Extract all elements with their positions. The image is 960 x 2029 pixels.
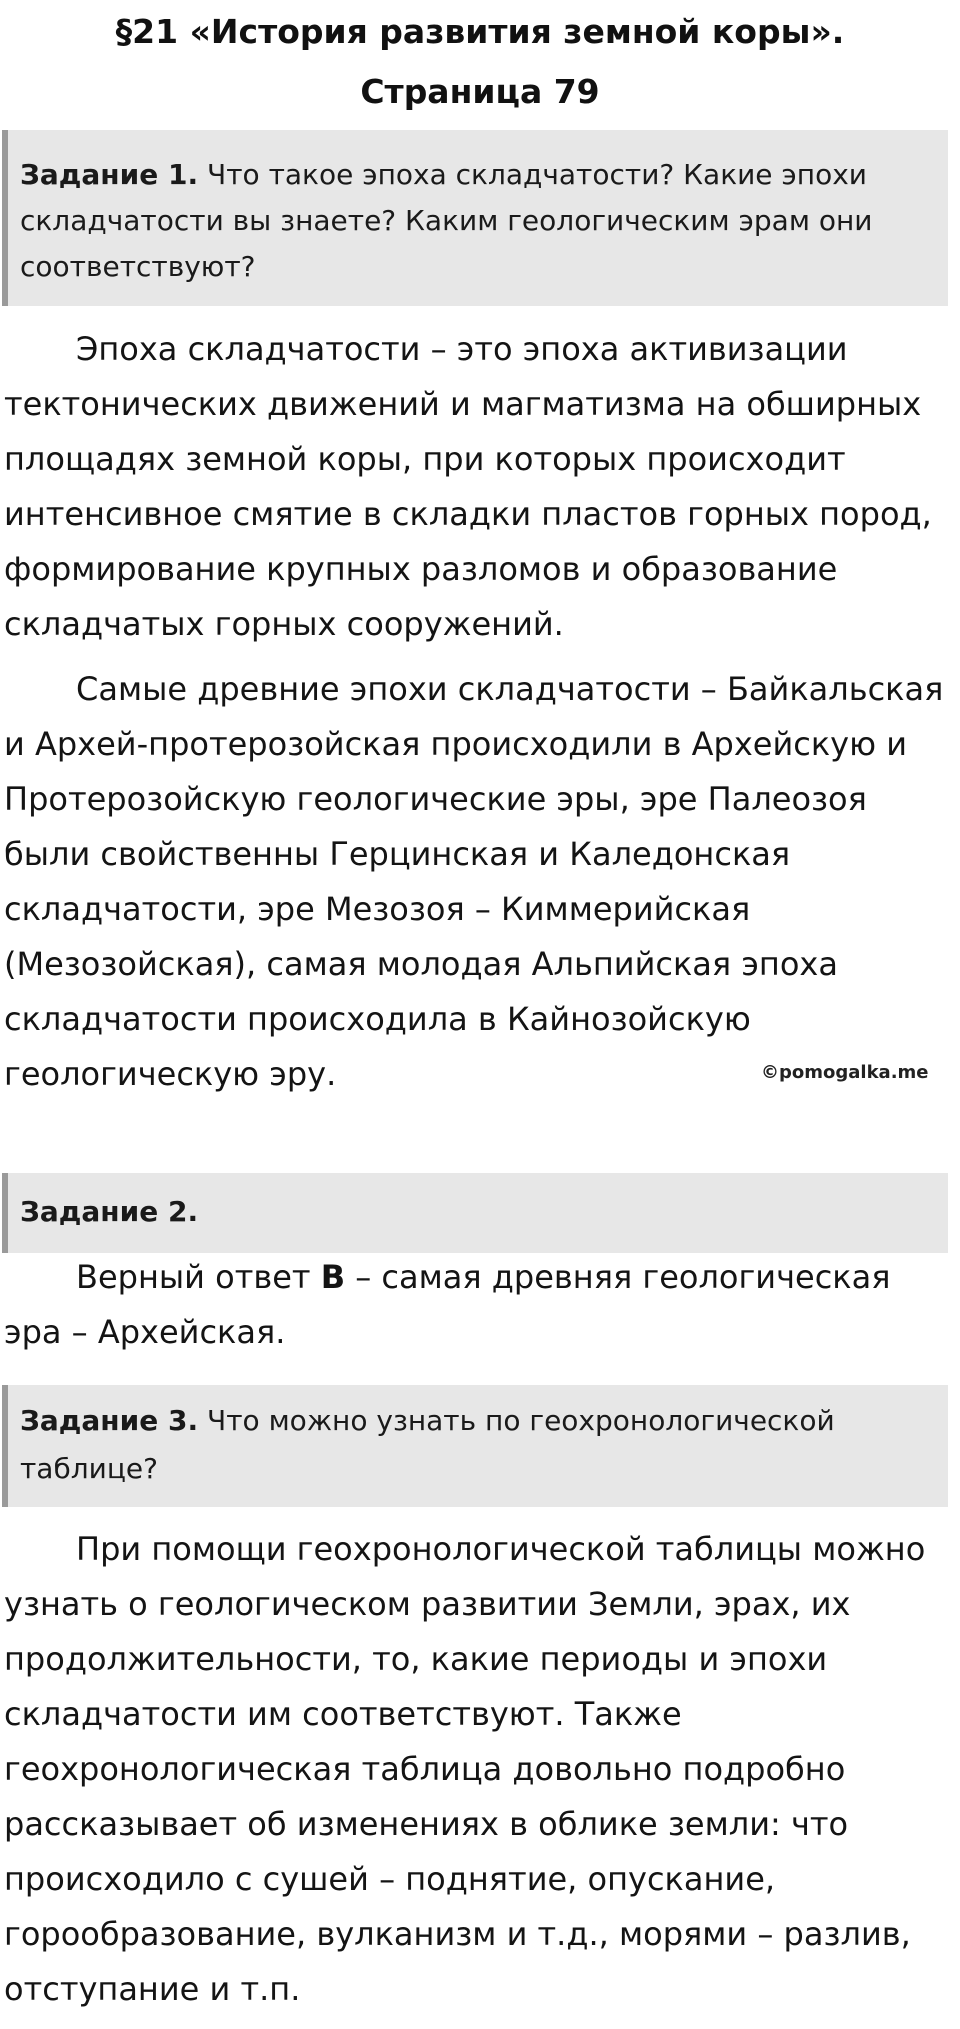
task-3-label: Задание 3. [20, 1404, 199, 1437]
answer-2-paragraph [0, 1250, 960, 1360]
page-number: Страница 79 [360, 72, 600, 111]
answer-2-suffix: – самая древняя геологическая эра – Архейская. [4, 1258, 891, 1351]
task-1-box [2, 130, 948, 306]
task-3-question: Что можно узнать по геохронологической таблице? [20, 1404, 835, 1485]
task-2-box [2, 1173, 948, 1253]
watermark: ©pomogalka.me [761, 1062, 929, 1083]
task-1-label: Задание 1. [20, 158, 199, 191]
task-1-question: Что такое эпоха складчатости? Какие эпохи складчатости вы знаете? Каким геологическим эрам они соответствуют? [20, 158, 873, 283]
task-3-box [2, 1385, 948, 1507]
answer-2-letter: В [320, 1258, 346, 1296]
answer-1-paragraph-1-text: Эпоха складчатости – это эпоха активизации тектонических движений и магматизма на обширных площадях земной коры, при которых происходит интенсивное смятие в складки пластов горных пород, формирование крупных разломов и образование складчатых горных сооружений. [4, 330, 932, 643]
answer-2-prefix: Верный ответ [76, 1258, 321, 1296]
page-title: §21 «История развития земной коры». [115, 12, 845, 51]
answer-1-paragraph-2-text: Самые древние эпохи складчатости – Байкальская и Архей-протерозойская происходили в Архейскую и Протерозойскую геологические эры, эре Палеозоя были свойственны Герцинская и Каледонская складчатости, эре Мезозоя – Киммерийская (Мезозойская), самая молодая Альпийская эпоха складчатости происходила в Кайнозойскую геологическую эру. [4, 670, 944, 1093]
answer-1-paragraph-2 [0, 662, 960, 1102]
answer-3-paragraph-text: При помощи геохронологической таблицы можно узнать о геологическом развитии Земли, эрах, их продолжительности, то, какие периоды и эпохи складчатости им соответствуют. Также геохронологическая таблица довольно подробно рассказывает об изменениях в облике земли: что происходило с сушей – поднятие, опускание, горообразование, вулканизм и т.д., морями – разлив, отступание и т.п. [4, 1530, 926, 2008]
task-2-label: Задание 2. [20, 1195, 199, 1228]
answer-3-paragraph [0, 1522, 960, 2017]
answer-1-paragraph-1 [0, 322, 960, 652]
